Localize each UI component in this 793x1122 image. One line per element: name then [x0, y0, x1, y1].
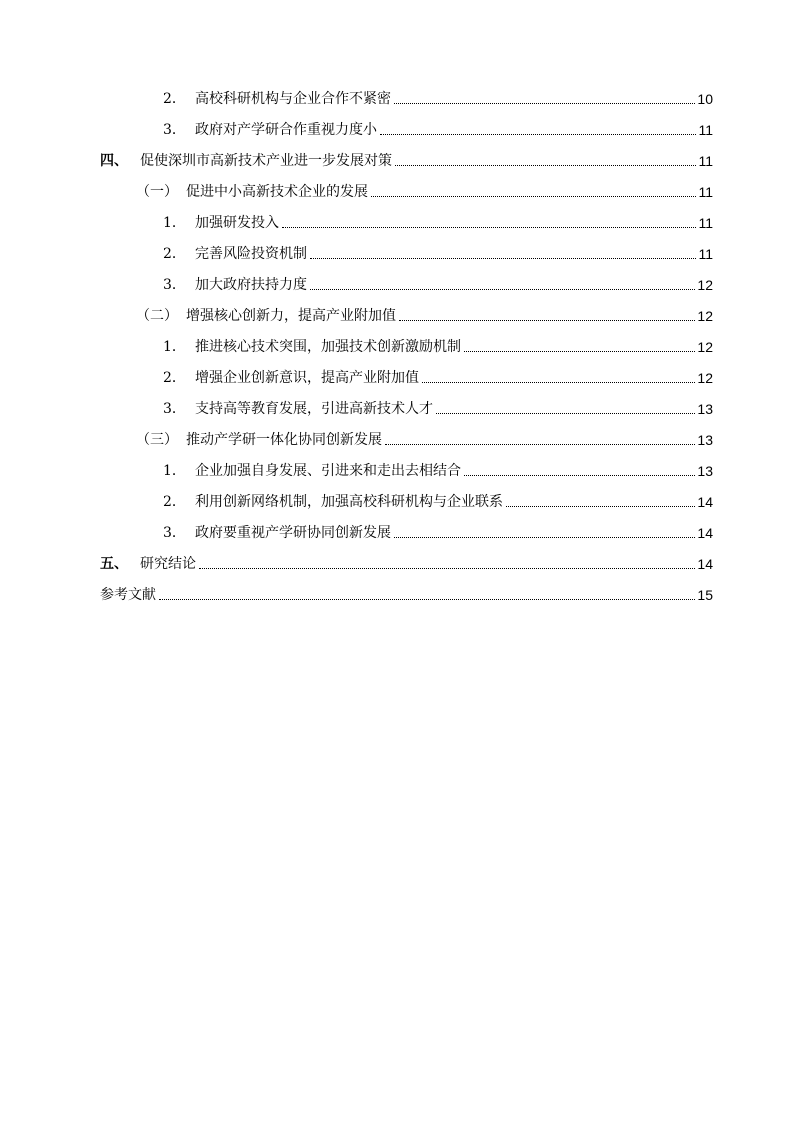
toc-entry-number: 3． [163, 525, 186, 541]
dot-leader [395, 165, 696, 166]
toc-entry-number: 1． [163, 463, 186, 479]
toc-entry[interactable] [163, 268, 713, 294]
toc-entry-page: 11 [698, 184, 713, 200]
toc-entry[interactable] [163, 330, 713, 356]
dot-leader [436, 413, 695, 414]
toc-entry-number: 2． [163, 91, 186, 107]
toc-entry[interactable] [163, 485, 713, 511]
toc-entry-title: 政府对产学研合作重视力度小 [195, 122, 377, 138]
toc-entry[interactable] [163, 206, 713, 232]
toc-entry-page: 12 [697, 308, 713, 324]
toc-entry-title: 增强企业创新意识，提高产业附加值 [195, 370, 419, 386]
toc-entry-title: 政府要重视产学研协同创新发展 [195, 525, 391, 541]
dot-leader [380, 134, 696, 135]
toc-entry-title: 加强研发投入 [195, 215, 279, 231]
toc-entry-number: （二） [136, 308, 178, 324]
dot-leader [394, 103, 695, 104]
toc-entry-title: 推动产学研一体化协同创新发展 [186, 432, 382, 448]
dot-leader [385, 444, 695, 445]
toc-entry-page: 14 [697, 556, 713, 572]
dot-leader [310, 258, 696, 259]
dot-leader [371, 196, 696, 197]
toc-entry-title: 企业加强自身发展、引进来和走出去相结合 [195, 463, 461, 479]
toc-entry-page: 12 [697, 277, 713, 293]
toc-entry-page: 13 [697, 432, 713, 448]
toc-entry-references[interactable] [100, 578, 713, 604]
toc-entry[interactable] [163, 454, 713, 480]
toc-entry-title: 促进中小高新技术企业的发展 [186, 184, 368, 200]
toc-entry-page: 13 [697, 463, 713, 479]
toc-entry-page: 12 [697, 370, 713, 386]
toc-entry-number: 1． [163, 339, 186, 355]
dot-leader [422, 382, 695, 383]
dot-leader [506, 506, 695, 507]
toc-entry-number: 五、 [100, 556, 128, 572]
toc-entry-page: 15 [697, 587, 713, 603]
toc-entry-page: 10 [697, 91, 713, 107]
toc-entry-title: 增强核心创新力，提高产业附加值 [186, 308, 396, 324]
toc-entry-page: 11 [698, 122, 713, 138]
toc-entry[interactable] [163, 113, 713, 139]
toc-entry[interactable] [163, 392, 713, 418]
toc-entry-page: 13 [697, 401, 713, 417]
dot-leader [310, 289, 695, 290]
toc-entry-number: 2． [163, 370, 186, 386]
toc-entry-title: 加大政府扶持力度 [195, 277, 307, 293]
toc-entry-title: 支持高等教育发展，引进高新技术人才 [195, 401, 433, 417]
toc-entry[interactable] [100, 547, 713, 573]
toc-entry-number: 3． [163, 401, 186, 417]
toc-entry-title: 高校科研机构与企业合作不紧密 [195, 91, 391, 107]
dot-leader [399, 320, 695, 321]
toc-entry-title: 研究结论 [140, 556, 196, 572]
toc-entry-title: 完善风险投资机制 [195, 246, 307, 262]
toc-entry-number: 3． [163, 277, 186, 293]
toc-entry-number: （一） [136, 184, 178, 200]
toc-entry-number: 四、 [100, 153, 128, 169]
toc-entry[interactable] [163, 361, 713, 387]
toc-entry-page: 11 [698, 153, 713, 169]
toc-entry[interactable] [136, 299, 713, 325]
dot-leader [159, 599, 695, 600]
toc-entry-number: 2． [163, 494, 186, 510]
dot-leader [464, 351, 695, 352]
toc-entry-number: （三） [136, 432, 178, 448]
toc-entry[interactable] [163, 82, 713, 108]
toc-entry-page: 11 [698, 215, 713, 231]
toc-entry-page: 12 [697, 339, 713, 355]
toc-entry-title: 推进核心技术突围，加强技术创新激励机制 [195, 339, 461, 355]
toc-entry-number: 2． [163, 246, 186, 262]
toc-entry-number: 1． [163, 215, 186, 231]
toc-entry-page: 14 [697, 525, 713, 541]
dot-leader [282, 227, 696, 228]
toc-entry[interactable] [136, 175, 713, 201]
toc-entry-title: 利用创新网络机制，加强高校科研机构与企业联系 [195, 494, 503, 510]
toc-entry-page: 11 [698, 246, 713, 262]
dot-leader [464, 475, 695, 476]
toc-entry-title: 参考文献 [100, 587, 156, 603]
toc-entry[interactable] [163, 516, 713, 542]
dot-leader [394, 537, 695, 538]
toc-entry-page: 14 [697, 494, 713, 510]
dot-leader [199, 568, 695, 569]
toc-entry[interactable] [163, 237, 713, 263]
toc-entry-number: 3． [163, 122, 186, 138]
toc-entry[interactable] [136, 423, 713, 449]
toc-entry[interactable] [100, 144, 713, 170]
toc-entry-title: 促使深圳市高新技术产业进一步发展对策 [140, 153, 392, 169]
